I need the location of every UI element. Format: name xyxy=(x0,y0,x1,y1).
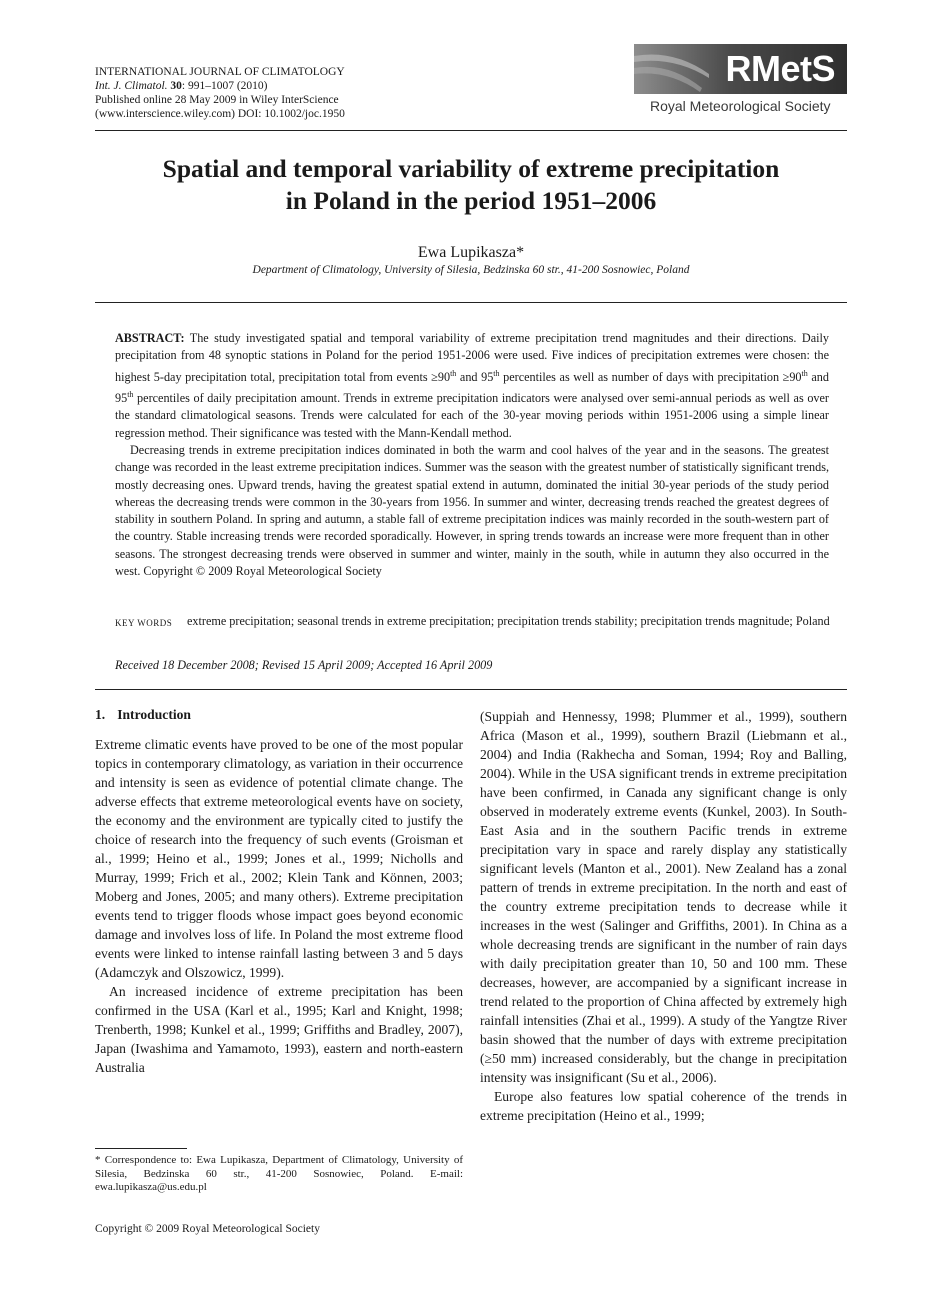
article-title xyxy=(95,153,847,217)
received-dates: Received 18 December 2008; Revised 15 April 2009; Accepted 16 April 2009 xyxy=(115,658,493,672)
abstract-text-a: The study investigated spatial and temporal variability of extreme precipitation trend magnitudes and their directions. Daily precipitation from 48 synoptic stations in Poland for the period 1951-2006 were used. Five indices of precipitation extremes were chosen: the highest 5-day precipitation total, precipitation total from events ≥90 xyxy=(115,331,829,384)
body-column-left xyxy=(95,735,463,1077)
title-rule xyxy=(95,302,847,303)
intro-paragraph-1: Extreme climatic events have proved to be one of the most popular topics in contemporary climatology, as variation in their occurrence and intensity is seen as evidence of potential climate change. The adverse effects that extreme meteorological events have on society, the economy and the environment are typically cited to justify the choice of research into the frequency of such events (Groisman et al., 1999; Heino et al., 1999; Jones et al., 1999; Nicholls and Murray, 1999; Frich et al., 2002; Klein Tank and Können, 2003; Moberg and Jones, 2005; and many others). Extreme precipitation events tend to trigger floods whose impact goes beyond economic damage and involves loss of life. In Poland the most extreme flood events were linked to intense rainfall lasting between 3 and 5 days (Adamczyk and Olszowicz, 1999). xyxy=(95,737,463,980)
citation-pages: : 991–1007 (2010) xyxy=(181,80,268,92)
title-line-1: Spatial and temporal variability of extreme precipitation xyxy=(162,154,780,183)
intro-paragraph-2: An increased incidence of extreme precipitation has been confirmed in the USA (Karl et al., 1995; Karl and Knight, 1998; Trenberth, 1998; Kunkel et al., 1999; Griffiths and Bradley, 2007), Japan (Iwashima and Yamamoto, 1993), eastern and north-eastern Australia xyxy=(95,984,463,1075)
doi: (www.interscience.wiley.com) DOI: 10.1002/joc.1950 xyxy=(95,108,345,120)
page-footer: Copyright © 2009 Royal Meteorological Society xyxy=(95,1223,320,1235)
section-title: Introduction xyxy=(117,707,191,722)
section-number: 1. xyxy=(95,707,106,722)
intro-paragraph-3: Europe also features low spatial coherence of the trends in extreme precipitation (Heino et al., 1999; xyxy=(480,1089,847,1123)
abstract-paragraph-2: Decreasing trends in extreme precipitation indices dominated in both the warm and cool halves of the year and in the seasons. The greatest change was recorded in the least extreme precipitation indices. Summer was the season with the greatest number of statistically significant trends, mostly decreasing ones. Upward trends, having the greatest spatial extend in autumn, dominated the initial 30-year periods of the study period whereas the decreasing trends were common in the 30-years from 1956. In summer and winter, decreasing trends reached the greatest degrees of stability in southern Poland. In spring and autumn, a stable fall of extreme precipitation indices was mainly recorded in the south-western part of the country. Stable increasing trends were recorded sporadically. However, in spring trends towards an increase were more frequent than in other seasons. The strongest decreasing trends were observed in summer and winter, mainly in the south, while in autumn they also occurred in the west. Copyright © 2009 Royal Meteorological Society xyxy=(115,442,829,578)
abstract-text-c: percentiles as well as number of days with precipitation ≥90 xyxy=(499,369,802,384)
superscript: th xyxy=(450,368,457,378)
abstract-label: ABSTRACT: xyxy=(115,331,185,345)
journal-citation xyxy=(95,79,345,93)
header-rule xyxy=(95,130,847,131)
body-column-right xyxy=(480,707,847,1125)
abstract-text-e: percentiles of daily precipitation amount. Trends in extreme precipitation indicators were analysed over semi-annual periods as well as over the standard climatological seasons. Trends were calculated for each of the 30-year moving periods within 1951-2006 using a simple linear regression method. Their significance was tested with the Mann-Kendall method. xyxy=(115,391,829,440)
keywords-text: extreme precipitation; seasonal trends in extreme precipitation; precipitation trends stability; precipitation trends magnitude; Poland xyxy=(187,614,830,628)
citation-volume: 30 xyxy=(170,80,182,92)
logo-band xyxy=(634,44,847,94)
keywords-label: KEY WORDS xyxy=(115,618,173,628)
author-name: Ewa Lupikasza* xyxy=(417,244,525,261)
abstract-paragraph-1 xyxy=(115,330,829,442)
abstract-rule xyxy=(95,689,847,690)
journal-name: INTERNATIONAL JOURNAL OF CLIMATOLOGY xyxy=(95,66,345,78)
author-affiliation: Department of Climatology, University of Silesia, Bedzinska 60 str., 41-200 Sosnowiec, Poland xyxy=(252,264,690,276)
abstract-text-b: and 95 xyxy=(456,369,494,384)
superscript: th xyxy=(493,368,500,378)
superscript: th xyxy=(127,389,134,399)
section-heading xyxy=(95,707,191,723)
abstract-text-d: and 95 xyxy=(115,369,829,406)
title-line-2: in Poland in the period 1951–2006 xyxy=(285,186,657,215)
citation-journal: Int. J. Climatol. xyxy=(95,80,168,92)
abstract xyxy=(115,330,829,580)
superscript: th xyxy=(801,368,808,378)
intro-paragraph-2-cont: (Suppiah and Hennessy, 1998; Plummer et al., 1999), southern Africa (Mason et al., 1999), southern Brazil (Liebmann et al., 2004) and India (Rakhecha and Soman, 1994; Roy and Balling, 2004). While in the USA significant trends in extreme precipitation have been confirmed, in Canada any significant change is only observed in moderately extreme events (Kunkel, 2003). In South-East Asia and in the southern Pacific trends in extreme precipitation vary in space and rarely display any statistically significant levels (Manton et al., 2001). New Zealand has a zonal pattern of trends in extreme precipitation. In the north and east of the country extreme precipitation tends to decrease while it increases in the west (Salinger and Griffiths, 2001). In China as a whole decreasing trends are significant in the number of rain days with daily precipitation greater than 10, 50 and 100 mm. These decreases, however, are accompanied by a significant increase in trend related to the proportion of China affected by extremely high rainfall intensities (Zhai et al., 1999). A study of the Yangtze River basin showed that the number of days with extreme precipitation (≥50 mm) increased considerably, but the change in precipitation intensity was insignificant (Su et al., 2006). xyxy=(480,709,847,1085)
publication-date: Published online 28 May 2009 in Wiley InterScience xyxy=(95,94,339,106)
rmets-logo xyxy=(634,44,847,120)
footnote-rule xyxy=(95,1148,187,1149)
logo-subtitle: Royal Meteorological Society xyxy=(650,98,831,114)
journal-header xyxy=(95,65,345,121)
correspondence-footnote: * Correspondence to: Ewa Lupikasza, Department of Climatology, University of Silesia, Bedzinska 60 str., 41-200 Sosnowiec, Poland. E-mail: ewa.lupikasza@us.edu.pl xyxy=(95,1154,463,1193)
logo-mark: RMetS xyxy=(725,48,835,89)
